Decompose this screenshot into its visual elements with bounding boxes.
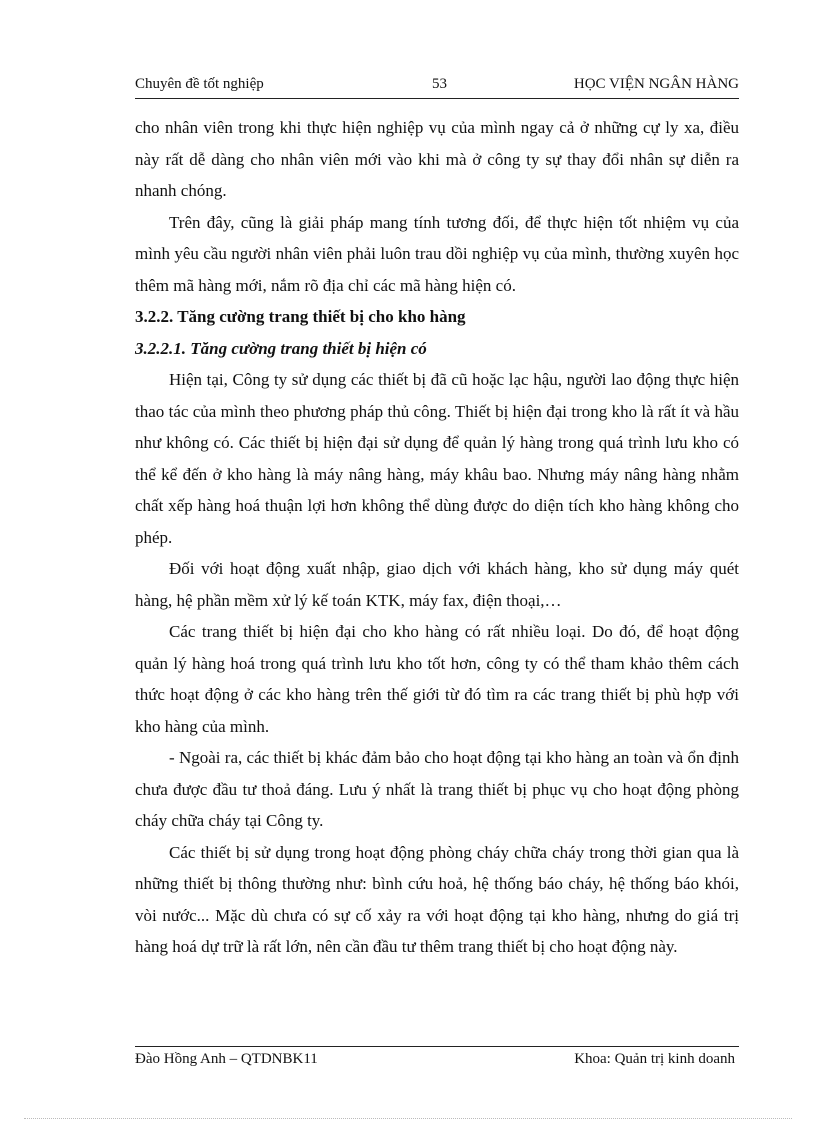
section-heading: 3.2.2. Tăng cường trang thiết bị cho kho hàng [135,307,466,326]
paragraph-3: Hiện tại, Công ty sử dụng các thiết bị đã cũ hoặc lạc hậu, người lao động thực hiện thao tác của mình theo phương pháp thủ công. Thiết bị hiện đại trong kho là rất ít và hầu như không có. Các thiết bị hiện đại sử dụng để quản lý hàng trong quá trình lưu kho có thể kể đến ở kho hàng là máy nâng hàng, máy khâu bao. Nhưng máy nâng hàng nhằm chất xếp hàng hoá thuận lợi hơn không thể dùng được do diện tích kho hàng không cho phép. [135,370,739,547]
header-institution: HỌC VIỆN NGÂN HÀNG [573,76,739,92]
page-bottom-border [24,1118,792,1119]
page-footer [135,1046,739,1071]
footer-author: Đào Hồng Anh – QTDNBK11 [135,1051,318,1067]
paragraph-1: cho nhân viên trong khi thực hiện nghiệp vụ của mình ngay cả ở những cự ly xa, điều này rất dễ dàng cho nhân viên mới vào khi mà ở công ty sự thay đổi nhân sự diễn ra nhanh chóng. [135,118,739,200]
page-header [135,74,739,99]
footer-department: Khoa: Quản trị kinh doanh [574,1051,735,1067]
page-body [135,112,739,963]
paragraph-4: Đối với hoạt động xuất nhập, giao dịch với khách hàng, kho sử dụng máy quét hàng, hệ phần mềm xử lý kế toán KTK, máy fax, điện thoại,… [135,559,739,610]
subsection-heading: 3.2.2.1. Tăng cường trang thiết bị hiện có [135,338,427,358]
paragraph-5: Các trang thiết bị hiện đại cho kho hàng có rất nhiều loại. Do đó, để hoạt động quản lý hàng hoá trong quá trình lưu kho tốt hơn, công ty có thể tham khảo thêm cách thức hoạt động ở các kho hàng trên thế giới từ đó tìm ra các trang thiết bị phù hợp với kho hàng của mình. [135,622,739,736]
page-number: 53 [432,76,447,92]
paragraph-2: Trên đây, cũng là giải pháp mang tính tương đối, để thực hiện tốt nhiệm vụ của mình yêu cầu người nhân viên phải luôn trau dồi nghiệp vụ của mình, thường xuyên học thêm mã hàng mới, nắm rõ địa chỉ các mã hàng hiện có. [135,212,739,295]
paragraph-7: Các thiết bị sử dụng trong hoạt động phòng cháy chữa cháy trong thời gian qua là những thiết bị thông thường như: bình cứu hoả, hệ thống báo cháy, hệ thống báo khói, vòi nước... Mặc dù chưa có sự cố xảy ra với hoạt động tại kho hàng, nhưng do giá trị hàng hoá dự trữ là rất lớn, nên cần đầu tư thêm trang thiết bị cho hoạt động này. [135,842,739,956]
paragraph-6: - Ngoài ra, các thiết bị khác đảm bảo cho hoạt động tại kho hàng an toàn và ổn định chưa được đầu tư thoả đáng. Lưu ý nhất là trang thiết bị phục vụ cho hoạt động phòng cháy chữa cháy tại Công ty. [135,748,739,830]
header-title: Chuyên đề tốt nghiệp [135,76,264,92]
